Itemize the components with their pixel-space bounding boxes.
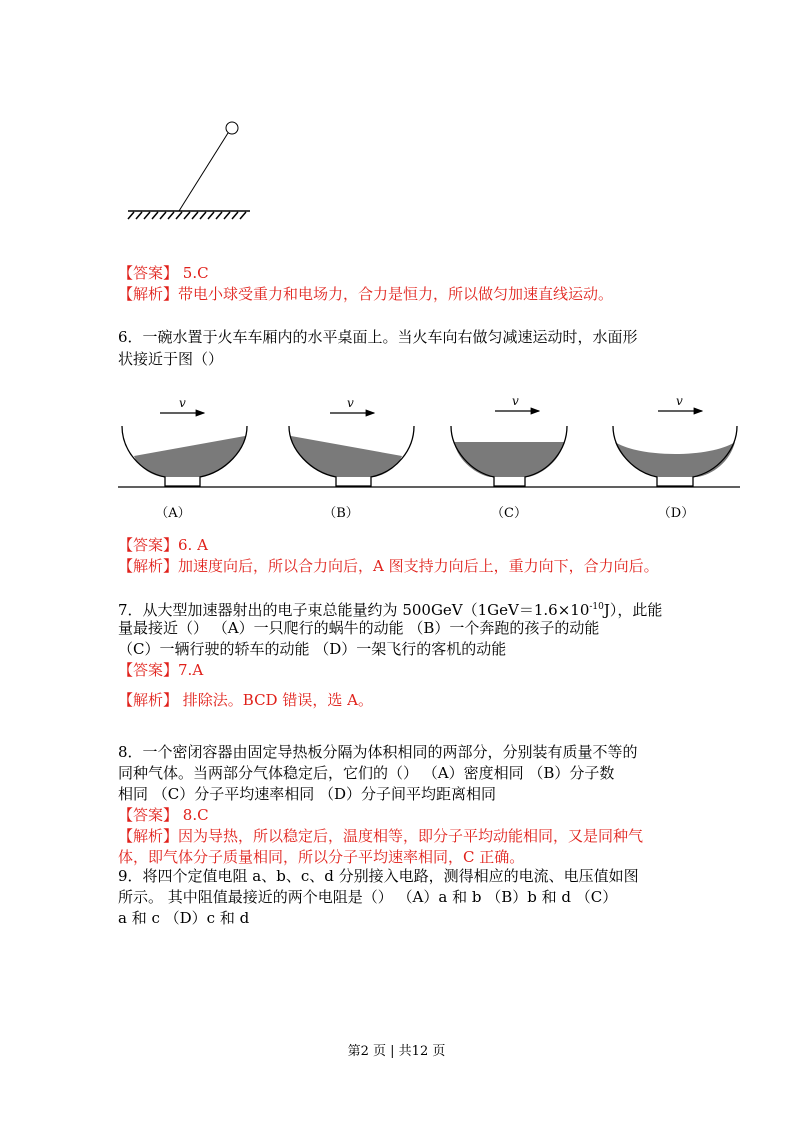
q8-stem-line3: 相同 （C）分子平均速率相同 （D）分子间平均距离相同 bbox=[118, 785, 497, 803]
q7-stem-line3: （C）一辆行驶的轿车的动能 （D）一架飞行的客机的动能 bbox=[118, 640, 507, 658]
pendulum-ball bbox=[226, 122, 238, 134]
q6-answer: 【答案】6. A bbox=[118, 536, 208, 554]
bowl-c bbox=[451, 411, 567, 486]
bowl-b bbox=[289, 413, 414, 486]
q8-answer: 【答案】 8.C bbox=[118, 806, 209, 824]
q6-stem-line1: 6．一碗水置于火车车厢内的水平桌面上。当火车向右做匀减速运动时，水面形 bbox=[118, 328, 638, 346]
q5-answer: 【答案】 5.C bbox=[118, 264, 209, 282]
q8-analysis-line1: 【解析】因为导热，所以稳定后，温度相等，即分子平均动能相同，又是同种气 bbox=[118, 827, 644, 845]
page-footer: 第2 页 | 共12 页 bbox=[347, 1044, 446, 1059]
option-label-a: （A） bbox=[155, 506, 191, 521]
q7-stem-line1: 7．从大型加速器射出的电子束总能量约为 $500GeV(1GeV=1.6\times 10^{-10}J)$，此能 bbox=[118, 601, 663, 619]
q6-stem-line2: 状接近于图（） bbox=[118, 350, 224, 368]
q7-answer: 【答案】7.A bbox=[118, 661, 204, 679]
option-label-c: （C） bbox=[491, 506, 527, 521]
velocity-label-d: v bbox=[676, 394, 683, 408]
velocity-label-b: v bbox=[347, 396, 354, 410]
q8-stem-line2: 同种气体。当两部分气体稳定后，它们的（） （A）密度相同 （B）分子数 bbox=[118, 764, 615, 782]
option-label-d: （D） bbox=[657, 506, 695, 521]
q7-analysis: 【解析】 排除法。BCD 错误，选 A。 bbox=[118, 691, 373, 709]
option-label-b: （B） bbox=[323, 506, 359, 521]
bowl-d bbox=[613, 411, 737, 486]
pendulum-string bbox=[179, 133, 228, 211]
q6-analysis: 【解析】加速度向后，所以合力向后，A 图支持力向后上，重力向下，合力向后。 bbox=[118, 557, 659, 575]
q9-stem-line1: 9．将四个定值电阻 a、b、c、d 分别接入电路，测得相应的电流、电压值如图 bbox=[118, 867, 639, 885]
bowl-a bbox=[122, 413, 247, 486]
q7-stem-line2: 量最接近（） （A）一只爬行的蜗牛的动能 （B）一个奔跑的孩子的动能 bbox=[118, 619, 600, 637]
q8-analysis-line2: 体，即气体分子质量相同，所以分子平均速率相同，C 正确。 bbox=[118, 848, 525, 866]
q5-analysis: 【解析】带电小球受重力和电场力，合力是恒力，所以做匀加速直线运动。 bbox=[118, 285, 614, 303]
pendulum-figure bbox=[0, 0, 793, 230]
q9-stem-line2: 所示。 其中阻值最接近的两个电阻是（） （A）a 和 b （B）b 和 d （C） bbox=[118, 888, 618, 906]
velocity-label-a: v bbox=[179, 396, 186, 410]
q9-stem-line3: a 和 c （D）c 和 d bbox=[118, 909, 250, 927]
q8-stem-line1: 8．一个密闭容器由固定导热板分隔为体积相同的两部分，分别装有质量不等的 bbox=[118, 743, 638, 761]
velocity-label-c: v bbox=[512, 394, 519, 408]
